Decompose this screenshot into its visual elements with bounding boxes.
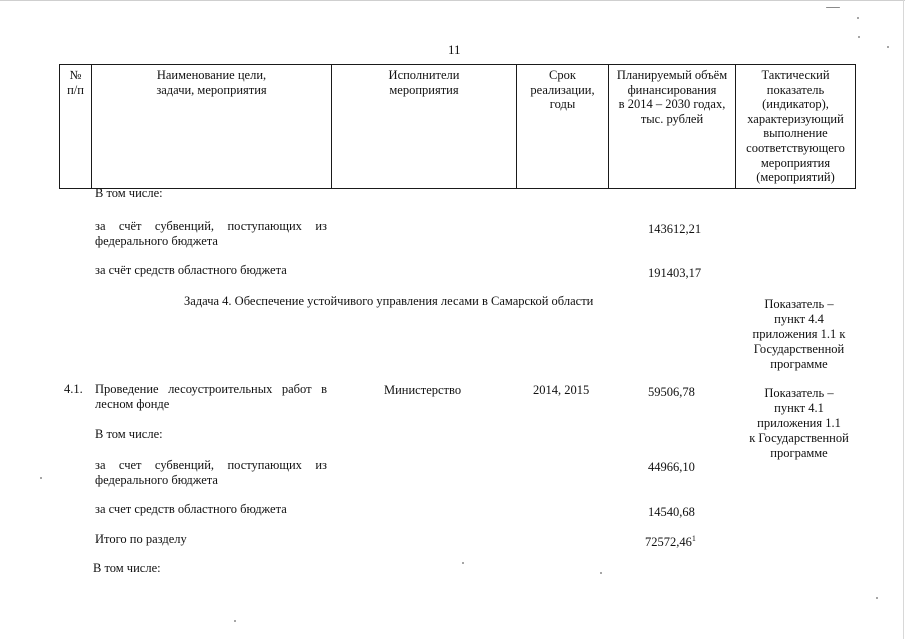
regional-budget-value-1: 191403,17 [648,266,702,280]
header-term [517,65,609,189]
federal-budget-value-1: 143612,21 [648,222,702,236]
scan-speck [40,477,42,479]
scan-speck [462,562,464,564]
federal-budget-text-1: за счёт субвенций, поступающих из федерального бюджета [95,219,327,248]
header-indicator-line1: Тактический [761,68,830,82]
including-label-3: В том числе: [93,561,161,575]
section-total-value [645,535,696,550]
header-executors [332,65,517,189]
page-number: 11 [448,42,461,57]
regional-budget-text-1: за счёт средств областного бюджета [95,263,287,277]
task-4-indicator-line1: Показатель – [764,297,834,311]
header-num-label: № п/п [67,68,84,97]
regional-budget-text-2: за счет средств областного бюджета [95,502,287,516]
item-4-1-indicator-line2: пункт 4.1 [774,401,824,415]
scan-speck [600,572,602,574]
header-funding-line4: тыс. рублей [640,111,704,126]
footnote-marker: 1 [691,533,696,543]
header-funding-line1: Планируемый объём [616,68,728,82]
header-row [60,65,856,189]
header-indicator-line2: показатель [766,82,825,97]
item-4-1-name: Проведение лесоустроительных работ в лесном фонде [95,382,327,411]
regional-budget-value-2: 14540,68 [648,505,695,519]
federal-budget-value-2: 44966,10 [648,460,695,474]
item-4-1-value: 59506,78 [648,385,695,399]
item-4-1-indicator-line1: Показатель – [764,386,834,400]
task-4-indicator-line3: приложения 1.1 к [752,327,846,341]
scan-speck [887,46,889,48]
scan-speck [234,620,236,622]
scan-speck [857,17,859,19]
header-funding-line2: финансирования [627,82,717,97]
header-name-line2: задачи, мероприятия [156,82,267,97]
table-header [59,64,856,189]
federal-budget-text-2: за счет субвенций, поступающих из федерального бюджета [95,458,327,487]
item-4-1-term: 2014, 2015 [533,383,590,397]
scan-edge-top [0,0,905,1]
header-term-line3: годы [549,97,576,112]
header-term-line2: реализации, [530,82,595,97]
header-executors-line2: мероприятия [389,82,459,97]
header-indicator-line6: соответствующего [746,140,845,155]
header-indicator-line5: выполнение [763,126,828,141]
header-funding [609,65,736,189]
header-indicator-line3: (индикатор), [762,97,829,112]
scan-speck [876,597,878,599]
item-4-1-indicator-line3: приложения 1.1 [757,416,841,430]
task-4-title: Задача 4. Обеспечение устойчивого управления лесами в Самарской области [184,294,594,308]
task-4-indicator-line5: программе [770,357,828,371]
header-funding-line3: в 2014 – 2030 годах, [618,97,726,112]
header-term-line1: Срок [549,68,576,82]
task-4-indicator-line4: Государственной [753,342,845,356]
header-name [92,65,332,189]
task-4-indicator [738,297,860,372]
scan-speck [826,7,840,8]
header-indicator-line8: (мероприятий) [756,170,835,185]
header-indicator [736,65,856,189]
section-total-label: Итого по разделу [95,532,187,546]
item-4-1-number: 4.1. [64,382,83,396]
scan-edge-right [903,0,904,639]
item-4-1-indicator [738,386,860,461]
item-4-1-indicator-line4: к Государственной [749,431,849,445]
header-executors-line1: Исполнители [388,68,460,82]
including-label-1: В том числе: [95,186,163,200]
header-indicator-line4: характеризующий [747,111,844,126]
including-label-2: В том числе: [95,427,163,441]
item-4-1-indicator-line5: программе [770,446,828,460]
header-indicator-line7: мероприятия [760,155,831,170]
header-name-line1: Наименование цели, [156,68,267,82]
section-total-number: 72572,46 [645,535,692,549]
scan-speck [858,36,860,38]
task-4-indicator-line2: пункт 4.4 [774,312,824,326]
item-4-1-executor: Министерство [384,383,462,397]
header-num [60,65,92,189]
